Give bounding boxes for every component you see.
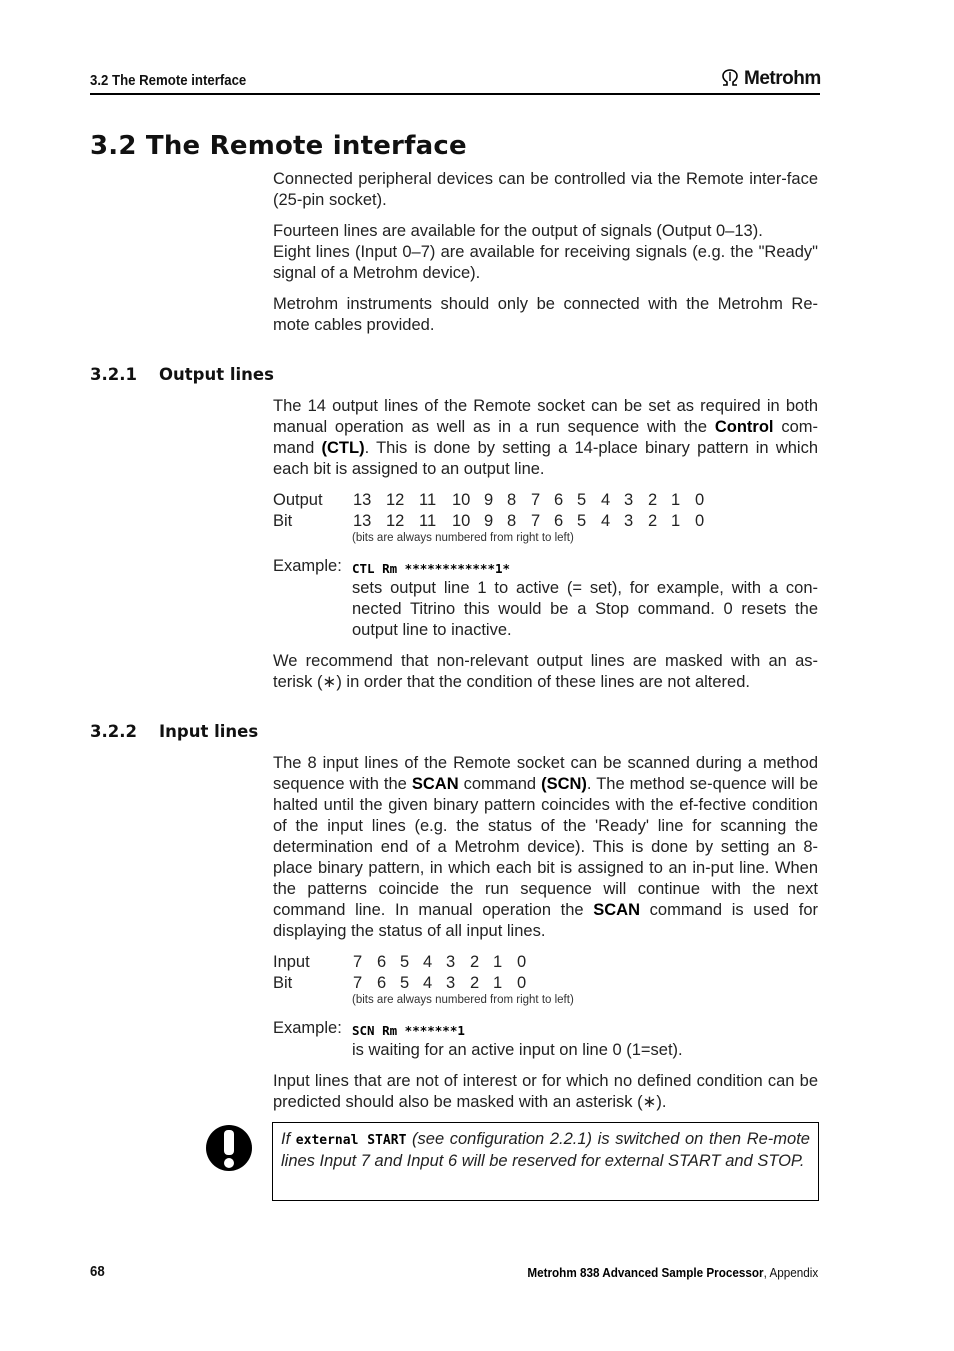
bit-cell: 11	[419, 512, 437, 530]
bit-cell: 0	[517, 974, 527, 992]
section-title: 3.2 The Remote interface	[90, 131, 467, 161]
bit-cell: 10	[452, 512, 471, 530]
example-code: SCN Rm *******1	[352, 1023, 465, 1038]
omega-logo-icon	[720, 69, 740, 93]
bit-cell: 8	[507, 512, 517, 530]
intro-paragraph-1: Connected peripheral devices can be controlled via the Remote inter-face (25-pin socket).	[273, 170, 818, 209]
input-cell: 2	[470, 953, 480, 971]
bit-order-note: (bits are always numbered from right to left)	[352, 532, 574, 544]
input-cell: 1	[493, 953, 503, 971]
bit-cell: 6	[377, 974, 387, 992]
bit-order-note: (bits are always numbered from right to left)	[352, 994, 574, 1006]
bit-cell: 3	[446, 974, 456, 992]
output-cell: 7	[531, 491, 541, 509]
output-bit-row	[273, 511, 818, 532]
bit-cell: 1	[493, 974, 503, 992]
example-label: Example:	[273, 557, 342, 575]
bit-cell: 5	[400, 974, 410, 992]
input-intro-paragraph: The 8 input lines of the Remote socket can be scanned during a method sequence with the SCAN command (SCN). The method se-quence will be halted until the given binary pattern coincides with the ef-fective condition of the input lines (e.g. the status of the 'Ready' line for scanning the determination end of a Metrohm device). This is done by setting an 8-place binary pattern, in which each bit is assigned to an in-put line. When the patterns coincide the run sequence will continue with the next command line. In manual operation the SCAN command is used for displaying the status of all input lines.	[273, 754, 818, 940]
intro-paragraph-4: Metrohm instruments should only be connected with the Metrohm Re-mote cables provided.	[273, 295, 818, 334]
exclamation-icon	[205, 1124, 253, 1172]
page-number: 68	[90, 1263, 105, 1280]
bit-cell: 13	[353, 512, 372, 530]
bit-cell: 4	[601, 512, 611, 530]
output-cell: 5	[577, 491, 587, 509]
input-row-label: Input	[273, 953, 310, 971]
subsection-title: Input lines	[159, 722, 259, 741]
mask-paragraph: Input lines that are not of interest or for which no defined condition can be predicted should also be masked with an asterisk (∗).	[273, 1072, 818, 1111]
output-cell: 9	[484, 491, 494, 509]
footer-document-title: Metrohm 838 Advanced Sample Processor, Appendix	[527, 1265, 818, 1280]
mask-recommendation: We recommend that non-relevant output lines are masked with an as-terisk (∗) in order that the condition of these lines are not altered.	[273, 652, 818, 691]
bit-cell: 9	[484, 512, 494, 530]
intro-paragraph-3: Eight lines (Input 0–7) are available for receiving signals (e.g. the "Ready" signal of a Metrohm device).	[273, 243, 818, 282]
output-row-label: Output	[273, 491, 323, 509]
output-cell: 2	[648, 491, 658, 509]
output-row	[273, 490, 818, 511]
bit-cell: 7	[531, 512, 541, 530]
output-cell: 6	[554, 491, 564, 509]
input-row	[273, 952, 818, 973]
subsection-heading-output	[90, 365, 274, 384]
bit-cell: 5	[577, 512, 587, 530]
output-cell: 4	[601, 491, 611, 509]
example-explanation: is waiting for an active input on line 0 (1=set).	[352, 1041, 683, 1059]
bit-cell: 6	[554, 512, 564, 530]
input-cell: 0	[517, 953, 527, 971]
running-header-title: 3.2 The Remote interface	[90, 72, 247, 89]
bit-cell: 7	[353, 974, 363, 992]
bit-cell: 3	[624, 512, 634, 530]
bit-row-label: Bit	[273, 512, 293, 530]
notice-box	[272, 1122, 819, 1201]
input-bit-row	[273, 973, 818, 994]
input-cell: 4	[423, 953, 433, 971]
input-cell: 7	[353, 953, 363, 971]
header-rule	[90, 93, 820, 95]
output-cell: 12	[386, 491, 405, 509]
example-explanation: sets output line 1 to active (= set), for example, with a con-nected Titrino this would be a Stop command. 0 resets the output line to inactive.	[352, 579, 818, 639]
metrohm-logo	[720, 68, 821, 93]
bit-cell: 1	[671, 512, 681, 530]
logo-text: Metrohm	[744, 68, 821, 89]
subsection-number: 3.2.1	[90, 365, 137, 384]
subsection-title: Output lines	[159, 365, 274, 384]
output-cell: 13	[353, 491, 372, 509]
input-cell: 6	[377, 953, 387, 971]
example-label: Example:	[273, 1019, 342, 1037]
output-cell: 3	[624, 491, 634, 509]
notice-code: external START	[295, 1133, 407, 1148]
output-cell: 8	[507, 491, 517, 509]
bit-cell: 12	[386, 512, 405, 530]
bit-cell: 0	[695, 512, 705, 530]
bit-row-label: Bit	[273, 974, 293, 992]
output-cell: 11	[419, 491, 437, 509]
example-code: CTL Rm ************1*	[352, 561, 511, 576]
input-cell: 3	[446, 953, 456, 971]
input-cell: 5	[400, 953, 410, 971]
bit-cell: 2	[648, 512, 658, 530]
output-cell: 0	[695, 491, 705, 509]
bit-cell: 4	[423, 974, 433, 992]
intro-paragraph-2: Fourteen lines are available for the output of signals (Output 0–13).	[273, 222, 763, 240]
subsection-heading-input	[90, 722, 258, 741]
output-intro-paragraph: The 14 output lines of the Remote socket can be set as required in both manual operation as well as in a run sequence with the Control com-mand (CTL). This is done by setting a 14-place binary pattern in which each bit is assigned to an output line.	[273, 397, 819, 478]
notice-text: If external START (see configuration 2.2.1) is switched on then Re-mote lines Input 7 and Input 6 will be reserved for external START and STOP.	[281, 1130, 810, 1170]
subsection-number: 3.2.2	[90, 722, 137, 741]
output-cell: 1	[671, 491, 681, 509]
bit-cell: 2	[470, 974, 480, 992]
output-cell: 10	[452, 491, 471, 509]
